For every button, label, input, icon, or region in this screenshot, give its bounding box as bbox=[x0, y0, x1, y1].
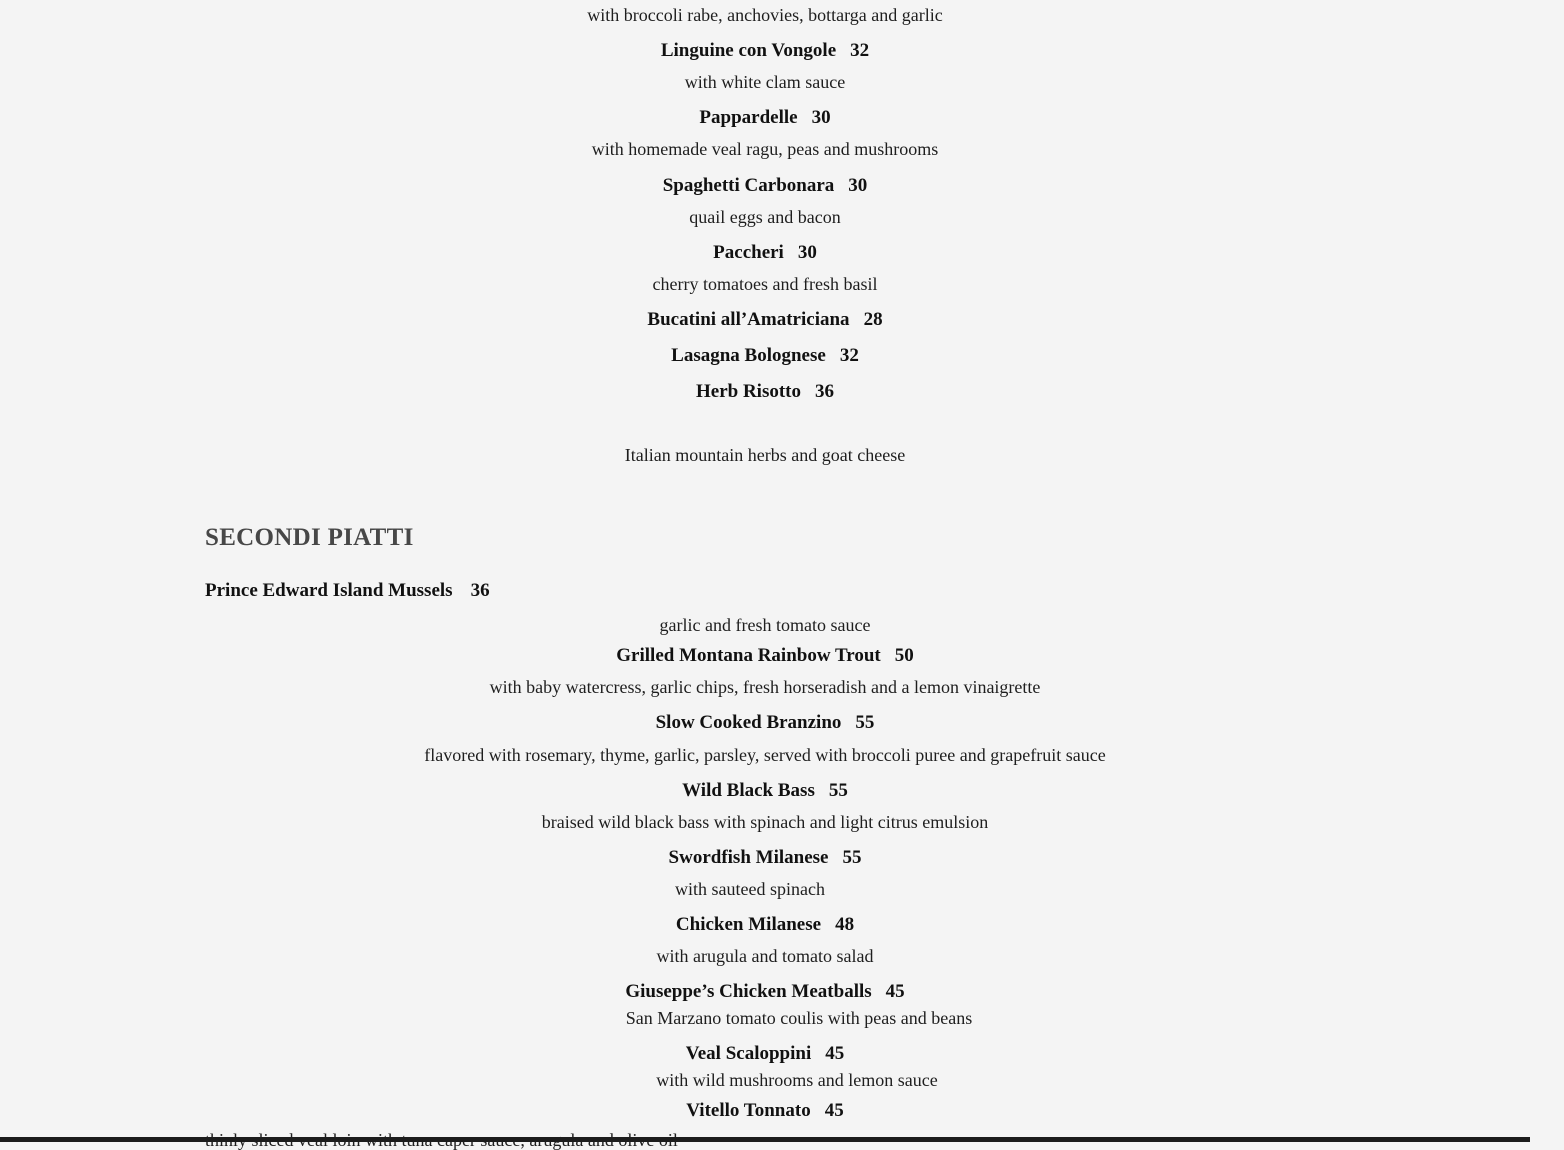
dish-name: Lasagna Bolognese bbox=[671, 345, 826, 366]
menu-item-title bbox=[0, 646, 1530, 665]
menu-item-title bbox=[0, 781, 1530, 800]
dish-price: 32 bbox=[850, 40, 870, 61]
menu-item-title bbox=[0, 108, 1530, 127]
menu-item-title bbox=[0, 382, 1530, 401]
dish-price: 30 bbox=[848, 175, 868, 196]
item-description: with homemade veal ragu, peas and mushrooms bbox=[591, 139, 939, 159]
menu-item-title bbox=[0, 1101, 1530, 1120]
menu-item-title bbox=[0, 176, 1530, 195]
menu-item-title bbox=[0, 848, 1530, 867]
dish-name: Herb Risotto bbox=[695, 381, 801, 402]
dish-name: Wild Black Bass bbox=[682, 780, 815, 801]
dish-price: 45 bbox=[824, 1100, 844, 1121]
page-bottom-edge bbox=[0, 1137, 1530, 1142]
dish-name: Giuseppe’s Chicken Meatballs bbox=[625, 981, 872, 1002]
dish-name: Linguine con Vongole bbox=[660, 40, 837, 61]
dish-name: Veal Scaloppini bbox=[685, 1043, 812, 1064]
dish-price: 36 bbox=[470, 580, 490, 601]
dish-name: Paccheri bbox=[713, 242, 784, 263]
dish-price: 45 bbox=[885, 981, 905, 1002]
menu-item-title bbox=[0, 713, 1530, 732]
menu-item-title bbox=[0, 982, 1530, 1001]
dish-price: 48 bbox=[835, 914, 855, 935]
item-description: with arugula and tomato salad bbox=[656, 946, 874, 966]
dish-name: Bucatini all’Amatriciana bbox=[647, 309, 850, 330]
dish-price: 32 bbox=[839, 345, 859, 366]
item-description: with sauteed spinach bbox=[675, 879, 825, 899]
dish-price: 55 bbox=[842, 847, 862, 868]
dish-name: Chicken Milanese bbox=[675, 914, 822, 935]
menu-item-title bbox=[0, 346, 1530, 365]
item-description: with baby watercress, garlic chips, fresh horseradish and a lemon vinaigrette bbox=[489, 677, 1041, 697]
dish-name: Pappardelle bbox=[699, 107, 798, 128]
dish-price: 28 bbox=[863, 309, 883, 330]
item-description: Italian mountain herbs and goat cheese bbox=[624, 445, 906, 465]
item-description: with wild mushrooms and lemon sauce bbox=[656, 1070, 938, 1090]
dish-price: 45 bbox=[825, 1043, 845, 1064]
dish-name: Prince Edward Island Mussels bbox=[205, 580, 453, 601]
item-description: with white clam sauce bbox=[684, 72, 846, 92]
dish-price: 30 bbox=[811, 107, 831, 128]
dish-price: 55 bbox=[855, 712, 875, 733]
menu-item-title bbox=[0, 243, 1530, 262]
item-description: quail eggs and bacon bbox=[689, 207, 841, 227]
dish-name: Grilled Montana Rainbow Trout bbox=[616, 645, 881, 666]
dish-price: 50 bbox=[894, 645, 914, 666]
menu-item-title bbox=[0, 1044, 1530, 1063]
item-description: flavored with rosemary, thyme, garlic, parsley, served with broccoli puree and grapefruit sauce bbox=[424, 745, 1106, 765]
item-description: with broccoli rabe, anchovies, bottarga and garlic bbox=[587, 5, 943, 25]
item-description: cherry tomatoes and fresh basil bbox=[652, 274, 878, 294]
menu-item-title bbox=[0, 41, 1530, 60]
menu-item-title bbox=[205, 581, 490, 600]
dish-name: Slow Cooked Branzino bbox=[655, 712, 842, 733]
menu-item-title bbox=[0, 915, 1530, 934]
menu-item-title bbox=[0, 310, 1530, 329]
item-description: San Marzano tomato coulis with peas and beans bbox=[625, 1008, 973, 1028]
dish-name: Swordfish Milanese bbox=[668, 847, 829, 868]
dish-price: 55 bbox=[828, 780, 848, 801]
section-heading: SECONDI PIATTI bbox=[205, 524, 414, 551]
dish-price: 30 bbox=[797, 242, 817, 263]
item-description: braised wild black bass with spinach and light citrus emulsion bbox=[541, 812, 989, 832]
dish-name: Vitello Tonnato bbox=[686, 1100, 811, 1121]
item-description: garlic and fresh tomato sauce bbox=[659, 615, 871, 635]
dish-price: 36 bbox=[815, 381, 834, 402]
dish-name: Spaghetti Carbonara bbox=[662, 175, 835, 196]
